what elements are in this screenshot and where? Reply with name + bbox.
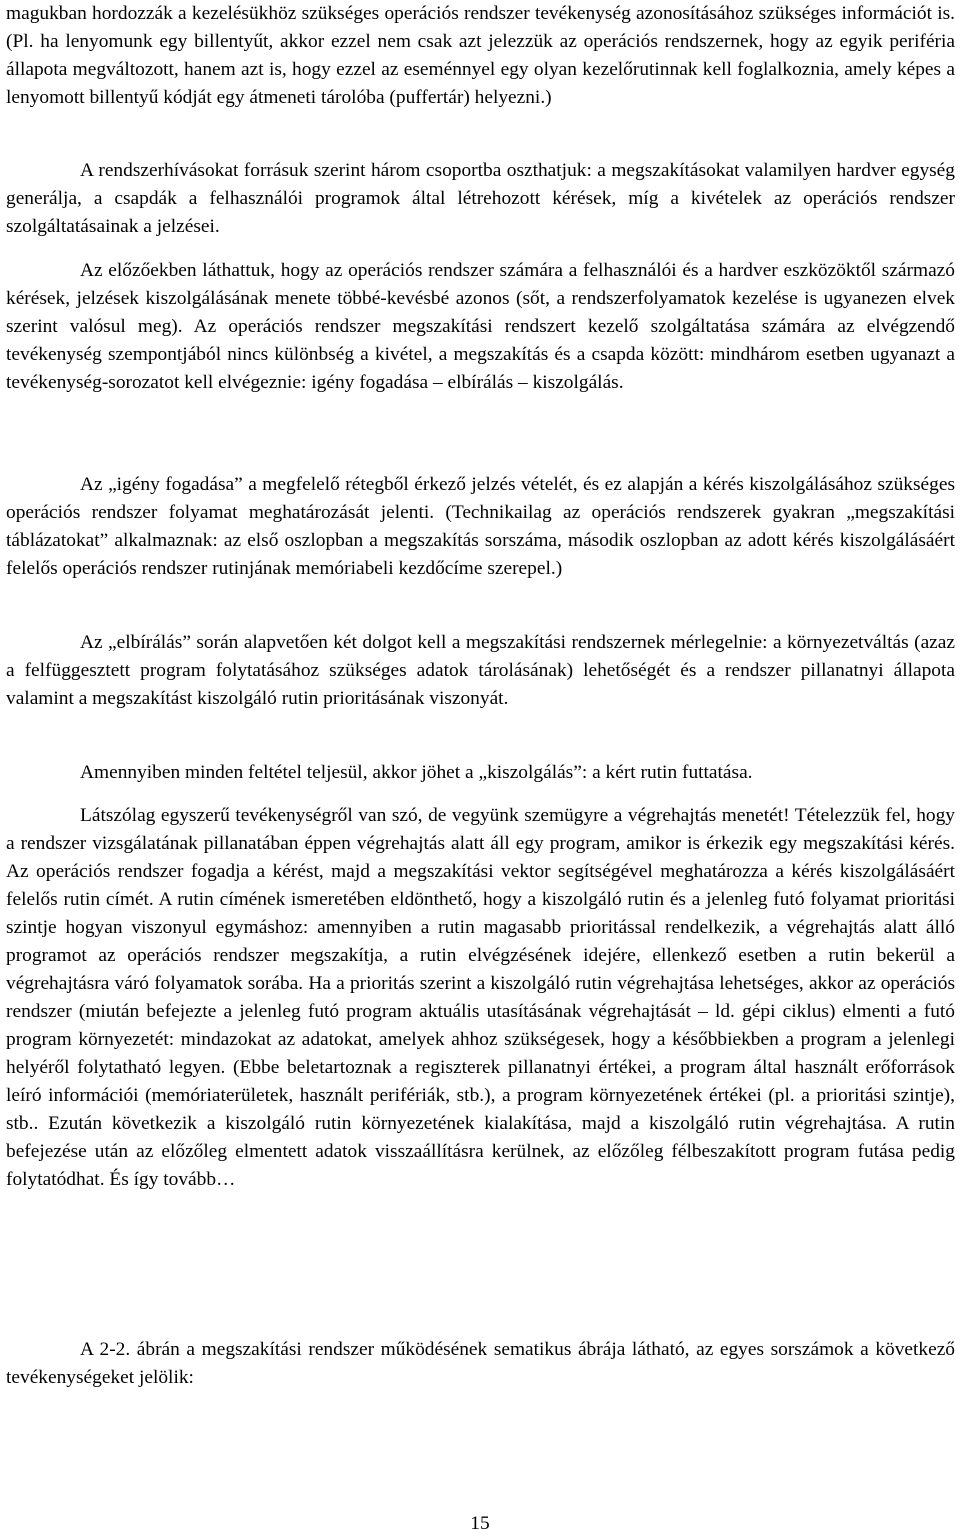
paragraph-figure-reference: A 2-2. ábrán a megszakítási rendszer működésének sematikus ábrája látható, az egyes sorszámok a következő tevékenységeket jelölik: (6, 1339, 955, 1388)
paragraph-continuation: magukban hordozzák a kezelésükhöz szükséges operációs rendszer tevékenység azonosításához szükséges információt is. (Pl. ha lenyomunk egy billentyűt, akkor ezzel nem csak azt jelezzük az operációs rendszernek, hogy az egyik periféria állapota megváltozott, hanem azt is, hogy ezzel az eseménnyel egy olyan kezelőrutinnak kell foglalkoznia, amely képes a lenyomott billentyű kódját egy átmeneti tárolóba (puffertár) helyezni.) (6, 3, 955, 108)
page-number: 15 (470, 1513, 490, 1534)
paragraph-system-calls: A rendszerhívásokat forrásuk szerint három csoportba oszthatjuk: a megszakításokat valamilyen hardver egység generálja, a csapdák a felhasználói programok által létrehozott kérések, míg a kivételek az operációs rendszer szolgáltatásainak a jelzései. (6, 160, 955, 237)
paragraph-request-receiving: Az „igény fogadása” a megfelelő rétegből érkező jelzés vételét, és ez alapján a kérés kiszolgálásához szükséges operációs rendszer folyamat meghatározását jelenti. (Technikailag az operációs rendszerek gyakran „megszakítási táblázatokat” alkalmaznak: az első oszlopban a megszakítás sorszáma, második oszlopban az adott kérés kiszolgálásáért felelős operációs rendszer rutinjának memóriabeli kezdőcíme szerepel.) (6, 474, 955, 579)
paragraph-service: Amennyiben minden feltétel teljesül, akkor jöhet a „kiszolgálás”: a kért rutin futtatása. (80, 762, 753, 783)
paragraph-execution: Látszólag egyszerű tevékenységről van szó, de vegyünk szemügyre a végrehajtás menetét! Tételezzük fel, hogy a rendszer vizsgálatának pillanatában éppen végrehajtás alatt áll egy program, amikor is érkezik egy megszakítási kérés. Az operációs rendszer fogadja a kérést, majd a megszakítási vektor segítségével meghatározza a kérés kiszolgálásáért felelős rutin címét. A rutin címének ismeretében eldönthető, hogy a kiszolgáló rutin és a jelenleg futó folyamat prioritási szintje hogyan viszonyul egymáshoz: amennyiben a rutin magasabb prioritással rendelkezik, a végrehajtás alatt álló programot az operációs rendszer megszakítja, a rutin elvégzésének idejére, ellenkező esetben a rutin bekerül a végrehajtásra váró folyamatok sorába. Ha a prioritás szerint a kiszolgáló rutin végrehajtása lehetséges, akkor az operációs rendszer (miután befejezte a jelenleg futó program aktuális utasításának végrehajtását – ld. gépi ciklus) elmenti a futó program környezetét: mindazokat az adatokat, amelyek ahhoz szükségesek, hogy a későbbiekben a program a jelenlegi helyéről folytatható legyen. (Ebbe beletartoznak a regiszterek pillanatnyi értékei, a program által használt erőforrások leíró információi (memóriaterületek, használt perifériák, stb.), a program környezetének értékei (pl. a prioritási szintje), stb.. Ezután következik a kiszolgáló rutin környezetének kialakítása, majd a kiszolgáló rutin végrehajtása. A rutin befejezése után az előzőleg elmentett adatok visszaállításra kerülnek, az előzőleg félbeszakított program futása pedig folytatódhat. És így tovább… (6, 805, 955, 1190)
paragraph-evaluation: Az „elbírálás” során alapvetően két dolgot kell a megszakítási rendszernek mérlegelnie: a környezetváltás (azaz a felfüggesztett program folytatásához szükséges adatok tárolásának) lehetőségét és a rendszer pillanatnyi állapota valamint a megszakítást kiszolgáló rutin prioritásának viszonyát. (6, 632, 955, 709)
paragraph-request-handling: Az előzőekben láthattuk, hogy az operációs rendszer számára a felhasználói és a hardver eszközöktől származó kérések, jelzések kiszolgálásának menete többé-kevésbé azonos (sőt, a rendszerfolyamatok kezelése is ugyanezen elvek szerint valósul meg). Az operációs rendszer megszakítási rendszert kezelő szolgáltatása számára az elvégzendő tevékenység szempontjából nincs különbség a kivétel, a megszakítás és a csapda között: mindhárom esetben ugyanazt a tevékenység-sorozatot kell elvégeznie: igény fogadása – elbírálás – kiszolgálás. (6, 260, 955, 393)
